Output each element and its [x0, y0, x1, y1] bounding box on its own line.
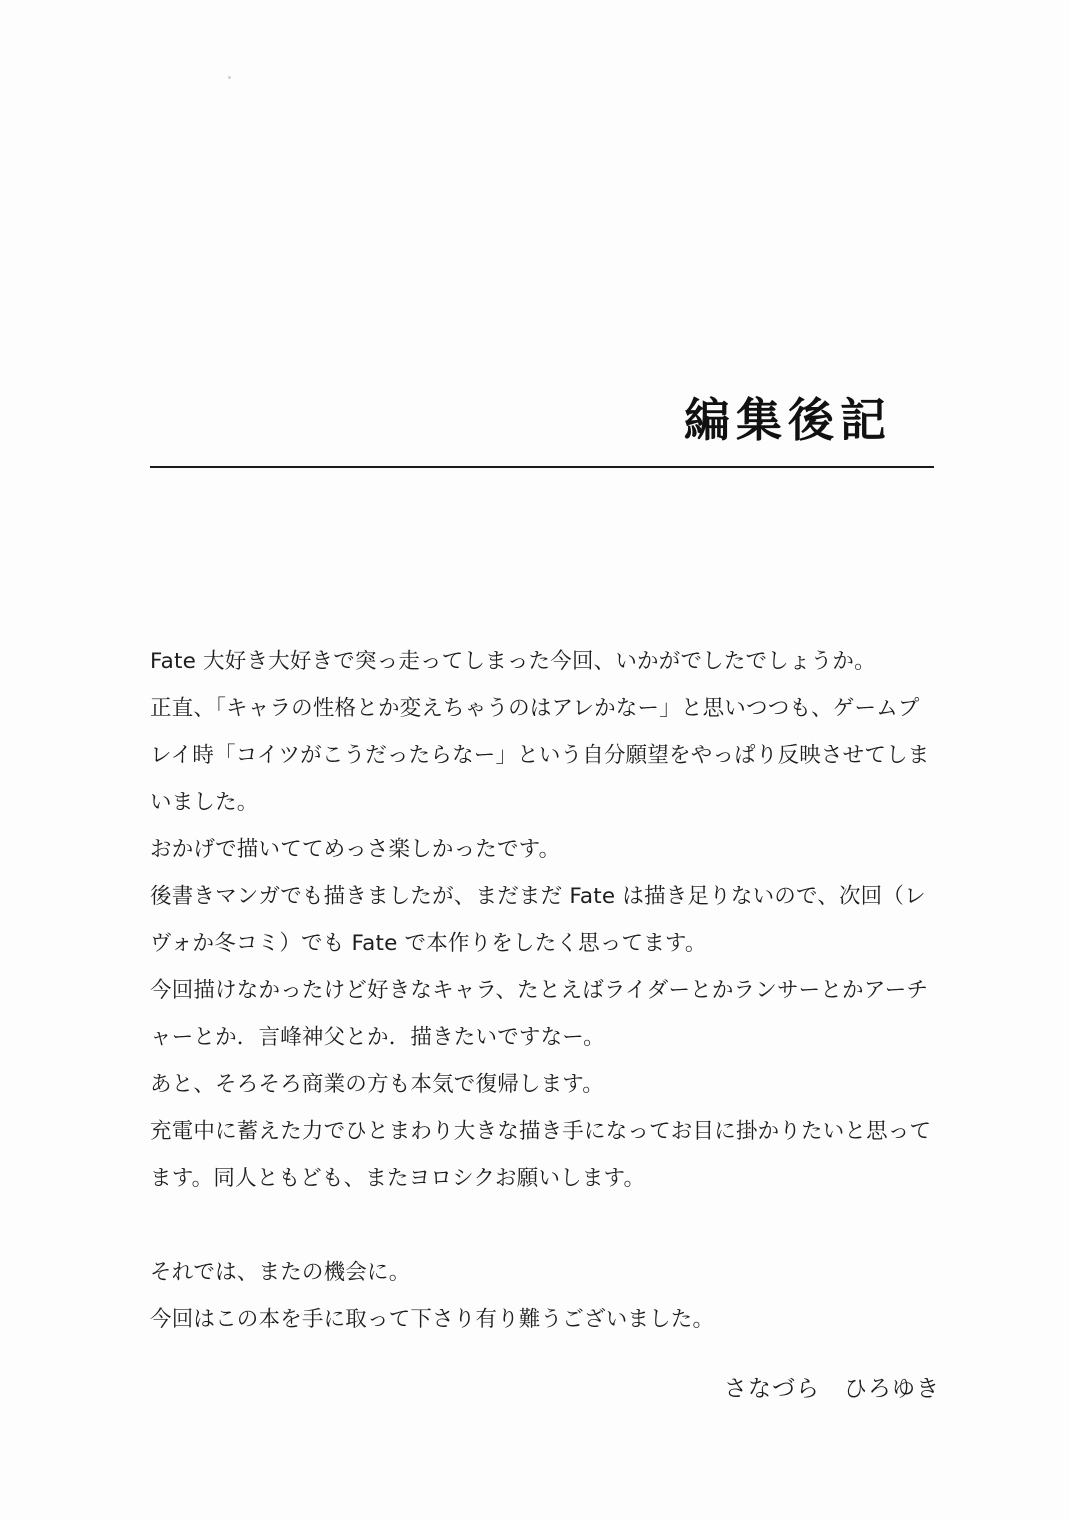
title-divider [150, 466, 934, 468]
paragraph: Fate 大好き大好きで突っ走ってしまった今回、いかがでしたでしょうか。 [150, 649, 876, 674]
heading-block [150, 392, 934, 468]
closing-line: 今回はこの本を手に取って下さり有り難うございました。 [150, 1307, 715, 1332]
afterword-body [150, 638, 940, 1343]
scan-speck [228, 76, 231, 79]
page-title: 編集後記 [684, 393, 892, 447]
paragraph-spacer [150, 1202, 940, 1249]
paragraph: 今回描けなかったけど好きなキャラ、たとえばライダーとかランサーとかアーチャーとか．言峰神父とか．描きたいですなー。 [150, 978, 929, 1050]
closing-line: それでは、またの機会に。 [150, 1260, 411, 1285]
paragraph: 後書きマンガでも描きましたが、まだまだ Fate は描き足りないので、次回（レヴォか冬コミ）でも Fate で本作りをしたく思ってます。 [150, 884, 926, 956]
paragraph: 充電中に蓄えた力でひとまわり大きな描き手になってお目に掛かりたいと思ってます。同人ともども、またヨロシクお願いします。 [150, 1119, 932, 1191]
author-signature: さなづら ひろゆき [724, 1376, 940, 1402]
paragraph: 正直、「キャラの性格とか変えちゃうのはアレかなー」と思いつつも、ゲームプレイ時「コイツがこうだったらなー」という自分願望をやっぱり反映させてしまいました。 [150, 696, 930, 815]
paragraph: おかげで描いててめっさ楽しかったです。 [150, 837, 561, 862]
paragraph: あと、そろそろ商業の方も本気で復帰します。 [150, 1072, 604, 1097]
